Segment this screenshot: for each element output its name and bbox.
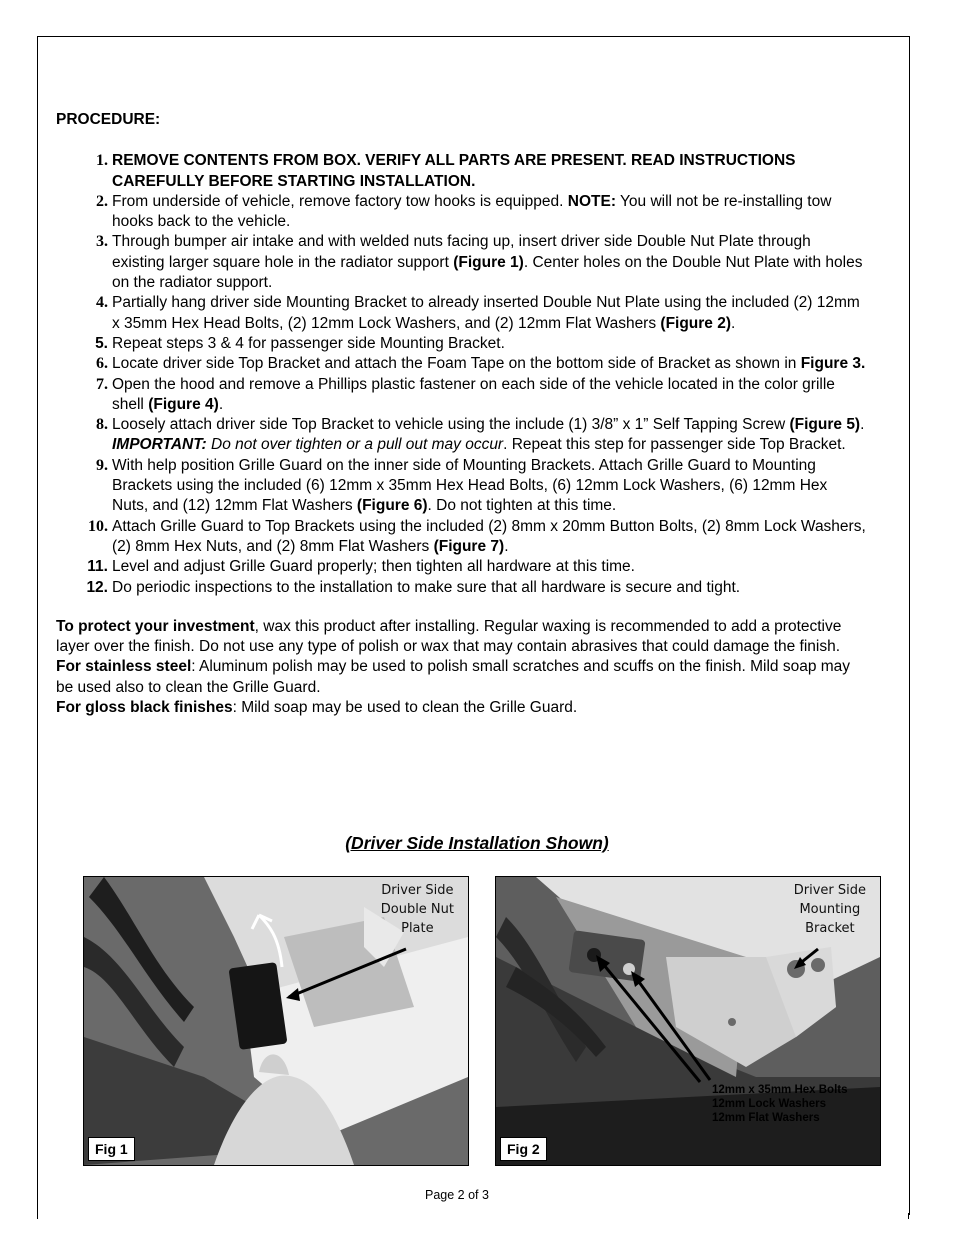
step-number: 6. <box>96 355 108 373</box>
procedure-step: 6. Locate driver side Top Bracket and attach the Foam Tape on the bottom side of Bracket as shown in Figure 3. <box>56 354 866 374</box>
figure-2-label: Fig 2 <box>500 1137 547 1161</box>
procedure-step: 9. With help position Grille Guard on the inner side of Mounting Brackets. Attach Grille Guard to Mounting Brackets using the included (6) 12mm x 35mm Hex Head Bolts, (6) 12mm Lock Washers, (6) 12mm Hex Nuts, and (12) 12mm Flat Washers (Figure 6). Do not tighten at this time. <box>56 456 866 517</box>
figure-2-photo <box>495 876 881 1166</box>
figure-1-label: Fig 1 <box>88 1137 135 1161</box>
procedure-step: 3. Through bumper air intake and with welded nuts facing up, insert driver side Double Nut Plate through existing larger square hole in the radiator support (Figure 1). Center holes on the Double Nut Plate with holes on the radiator support. <box>56 232 866 293</box>
procedure-heading: PROCEDURE: <box>56 111 161 128</box>
figure-2-callout: Driver Side Mounting Bracket <box>793 883 866 936</box>
step-number: 7. <box>96 375 108 393</box>
step-number: 4. <box>96 294 108 312</box>
procedure-steps <box>56 151 866 598</box>
care-paragraph-gloss-black: For gloss black finishes: Mild soap may be used to clean the Grille Guard. <box>56 699 578 717</box>
procedure-step: 2. From underside of vehicle, remove factory tow hooks is equipped. NOTE: You will not be re-installing tow hooks back to the vehicle. <box>56 192 866 233</box>
figure-1-callout: Driver Side Double Nut Plate <box>380 883 454 936</box>
step-number: 12. <box>86 578 108 596</box>
procedure-step: 12. Do periodic inspections to the installation to make sure that all hardware is secure and tight. <box>56 578 866 598</box>
step-number: 5. <box>95 334 108 352</box>
procedure-step: 1. REMOVE CONTENTS FROM BOX. VERIFY ALL PARTS ARE PRESENT. READ INSTRUCTIONS CAREFULLY BEFORE STARTING INSTALLATION. <box>56 151 866 192</box>
care-paragraph-stainless: For stainless steel: Aluminum polish may be used to polish small scratches and scuffs on the finish. Mild soap may be used also to clean the Grille Guard. <box>56 658 851 696</box>
procedure-step: 10. Attach Grille Guard to Top Brackets using the included (2) 8mm x 20mm Button Bolts, (2) 8mm Lock Washers, (2) 8mm Hex Nuts, and (2) 8mm Flat Washers (Figure 7). <box>56 517 866 558</box>
step-number: 1. <box>96 152 108 170</box>
page-number: Page 2 of 3 <box>425 1188 489 1202</box>
document-body <box>56 110 866 718</box>
figures-caption: (Driver Side Installation Shown) <box>345 833 609 853</box>
care-section <box>56 617 866 718</box>
figure-2-hardware-list: 12mm x 35mm Hex Bolts 12mm Lock Washers 12mm Flat Washers <box>712 1084 848 1124</box>
care-paragraph-investment: To protect your investment, wax this product after installing. Regular waxing is recommended to add a protective layer over the finish. Do not use any type of polish or wax that may contain abrasives that could damage the finish. <box>56 617 842 656</box>
corner-mark-right <box>908 1213 909 1219</box>
corner-mark-left <box>37 1213 38 1219</box>
procedure-step: 4. Partially hang driver side Mounting Bracket to already inserted Double Nut Plate using the included (2) 12mm x 35mm Hex Head Bolts, (2) 12mm Lock Washers, and (2) 12mm Flat Washers (Figure 2). <box>56 293 866 334</box>
step-number: 9. <box>96 456 108 474</box>
procedure-step: 11. Level and adjust Grille Guard properly; then tighten all hardware at this time. <box>56 557 866 577</box>
step-number: 3. <box>96 233 108 251</box>
procedure-step: 8. Loosely attach driver side Top Bracket to vehicle using the include (1) 3/8” x 1” Self Tapping Screw (Figure 5). IMPORTANT: Do not over tighten or a pull out may occur. Repeat this step for passenger side Top Bracket. <box>56 415 866 456</box>
step-number: 2. <box>96 192 108 210</box>
procedure-step: 5. Repeat steps 3 & 4 for passenger side Mounting Bracket. <box>56 334 866 354</box>
step-number: 11. <box>87 558 108 576</box>
step-number: 8. <box>96 416 108 434</box>
step-number: 10. <box>88 517 108 535</box>
figure-1-photo <box>83 876 469 1166</box>
procedure-step: 7. Open the hood and remove a Phillips plastic fastener on each side of the vehicle located in the color grille shell (Figure 4). <box>56 375 866 416</box>
